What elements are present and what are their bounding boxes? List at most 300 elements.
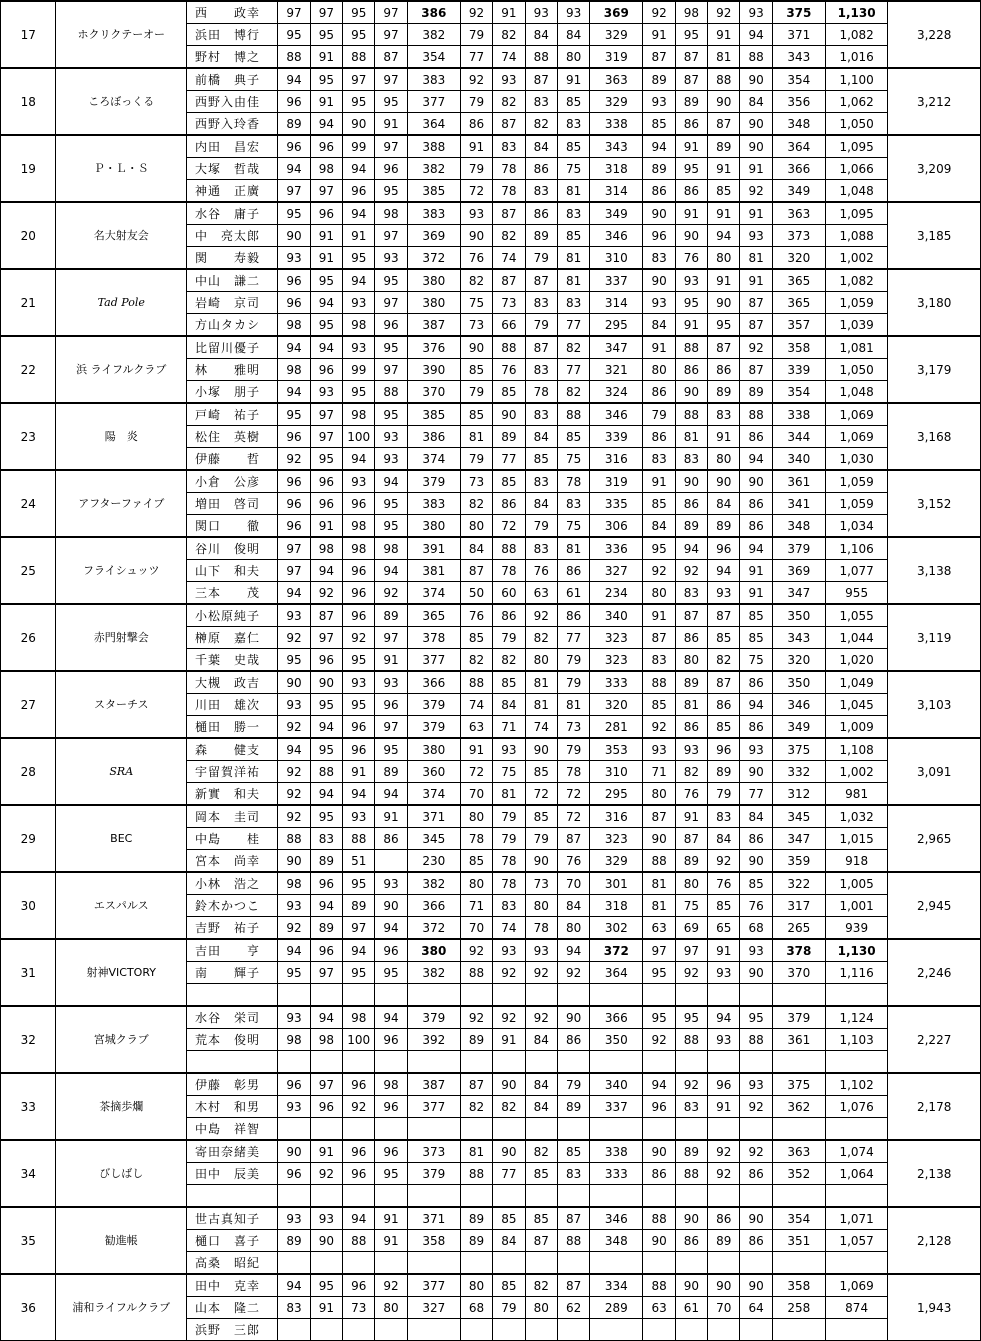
- series-score: 93: [525, 1, 557, 24]
- series-score: 95: [278, 649, 310, 672]
- stage-subtotal: 341: [772, 493, 825, 515]
- individual-total: 1,069: [825, 1274, 887, 1297]
- series-score: 84: [557, 895, 589, 917]
- series-score: 92: [740, 180, 772, 203]
- series-score: 95: [343, 872, 375, 895]
- series-score: 93: [708, 1029, 740, 1051]
- series-score: 94: [310, 716, 342, 739]
- stage-subtotal: 322: [772, 872, 825, 895]
- series-score: 98: [310, 1029, 342, 1051]
- series-score: 93: [493, 738, 525, 761]
- series-score: 80: [643, 359, 675, 381]
- series-score: 92: [278, 917, 310, 940]
- team-rank: 34: [1, 1140, 56, 1207]
- series-score: 93: [675, 269, 707, 292]
- stage-subtotal: 351: [772, 1230, 825, 1252]
- series-score: 83: [557, 493, 589, 515]
- series-score: 92: [460, 1, 492, 24]
- shooter-name: 方山タカシ: [187, 314, 278, 337]
- individual-total: 955: [825, 582, 887, 605]
- shooter-name: 小塚 朋子: [187, 381, 278, 404]
- series-score: 97: [310, 1073, 342, 1096]
- shooter-name: 岩崎 京司: [187, 292, 278, 314]
- team-name: 浦和ライフルクラブ: [56, 1274, 187, 1341]
- shooter-name: 荒本 俊明: [187, 1029, 278, 1051]
- series-score: 90: [525, 738, 557, 761]
- series-score: [557, 1319, 589, 1341]
- team-name: 茶摘歩爛: [56, 1073, 187, 1140]
- series-score: 83: [557, 1163, 589, 1185]
- series-score: 83: [310, 828, 342, 850]
- team-rank: 30: [1, 872, 56, 939]
- series-score: 96: [375, 314, 407, 337]
- series-score: [643, 984, 675, 1007]
- team-total: 3,152: [888, 470, 981, 537]
- series-score: 86: [708, 359, 740, 381]
- series-score: 89: [708, 761, 740, 783]
- individual-total: [825, 1319, 887, 1341]
- series-score: 94: [343, 158, 375, 180]
- series-score: 94: [278, 336, 310, 359]
- series-score: 93: [375, 247, 407, 270]
- stage-subtotal: 366: [590, 1006, 643, 1029]
- series-score: 76: [493, 359, 525, 381]
- stage-subtotal: 358: [407, 1230, 460, 1252]
- series-score: 93: [375, 872, 407, 895]
- series-score: 94: [557, 939, 589, 962]
- shooter-name: 樋口 喜子: [187, 1230, 278, 1252]
- series-score: 94: [708, 1006, 740, 1029]
- series-score: 98: [675, 1, 707, 24]
- stage-subtotal: 363: [590, 68, 643, 91]
- series-score: 82: [525, 113, 557, 136]
- series-score: 98: [310, 537, 342, 560]
- series-score: 97: [643, 939, 675, 962]
- series-score: 94: [310, 895, 342, 917]
- series-score: 93: [278, 604, 310, 627]
- stage-subtotal: 374: [407, 582, 460, 605]
- table-row: [1, 738, 981, 761]
- series-score: 79: [493, 828, 525, 850]
- stage-subtotal: 363: [772, 202, 825, 225]
- series-score: 94: [310, 783, 342, 806]
- team-total: 3,119: [888, 604, 981, 671]
- individual-total: 1,130: [825, 939, 887, 962]
- series-score: [643, 1118, 675, 1141]
- series-score: 96: [343, 493, 375, 515]
- series-score: 93: [375, 671, 407, 694]
- series-score: 68: [740, 917, 772, 940]
- stage-subtotal: [407, 1118, 460, 1141]
- series-score: 95: [343, 962, 375, 984]
- stage-subtotal: 320: [590, 694, 643, 716]
- series-score: 78: [557, 470, 589, 493]
- shooter-name: 川田 雄次: [187, 694, 278, 716]
- series-score: 83: [525, 537, 557, 560]
- series-score: 92: [460, 939, 492, 962]
- stage-subtotal: 371: [772, 24, 825, 46]
- series-score: 77: [557, 627, 589, 649]
- series-score: 91: [310, 225, 342, 247]
- series-score: 90: [740, 68, 772, 91]
- series-score: 87: [708, 113, 740, 136]
- team-name: Ｐ・Ｌ・Ｓ: [56, 135, 187, 202]
- series-score: 90: [675, 381, 707, 404]
- series-score: 83: [525, 359, 557, 381]
- table-row: [1, 1, 981, 24]
- shooter-name: 西 政幸: [187, 1, 278, 24]
- series-score: 96: [310, 939, 342, 962]
- series-score: 85: [493, 470, 525, 493]
- stage-subtotal: 392: [407, 1029, 460, 1051]
- series-score: 95: [643, 962, 675, 984]
- series-score: 63: [525, 582, 557, 605]
- individual-total: 1,069: [825, 403, 887, 426]
- table-row: [1, 537, 981, 560]
- series-score: 91: [708, 1096, 740, 1118]
- stage-subtotal: 335: [590, 493, 643, 515]
- individual-total: [825, 1252, 887, 1275]
- stage-subtotal: 365: [407, 604, 460, 627]
- table-row: [1, 470, 981, 493]
- individual-total: 1,020: [825, 649, 887, 672]
- series-score: 97: [310, 1, 342, 24]
- individual-total: 1,048: [825, 180, 887, 203]
- series-score: 86: [675, 493, 707, 515]
- team-name: Tad Pole: [56, 269, 187, 336]
- series-score: 50: [460, 582, 492, 605]
- stage-subtotal: 337: [590, 269, 643, 292]
- stage-subtotal: 390: [407, 359, 460, 381]
- series-score: 95: [343, 649, 375, 672]
- series-score: 96: [643, 225, 675, 247]
- table-row: [1, 202, 981, 225]
- series-score: 86: [740, 1230, 772, 1252]
- stage-subtotal: 310: [590, 247, 643, 270]
- series-score: 73: [557, 716, 589, 739]
- series-score: 88: [675, 403, 707, 426]
- series-score: 91: [740, 202, 772, 225]
- team-total: 3,228: [888, 1, 981, 68]
- series-score: 88: [708, 68, 740, 91]
- stage-subtotal: 385: [407, 403, 460, 426]
- series-score: 88: [375, 381, 407, 404]
- shooter-name: 岡本 圭司: [187, 805, 278, 828]
- stage-subtotal: 258: [772, 1297, 825, 1319]
- series-score: 87: [525, 336, 557, 359]
- series-score: 87: [708, 336, 740, 359]
- series-score: 91: [310, 46, 342, 69]
- series-score: 88: [460, 962, 492, 984]
- series-score: 94: [310, 560, 342, 582]
- table-row: [1, 939, 981, 962]
- shooter-name: 中島 祥智: [187, 1118, 278, 1141]
- series-score: 92: [740, 1096, 772, 1118]
- stage-subtotal: 339: [590, 426, 643, 448]
- series-score: [375, 1118, 407, 1141]
- stage-subtotal: [407, 1051, 460, 1074]
- series-score: 88: [493, 537, 525, 560]
- shooter-name: [187, 1185, 278, 1208]
- series-score: 86: [460, 113, 492, 136]
- series-score: 93: [310, 1207, 342, 1230]
- series-score: 98: [310, 158, 342, 180]
- stage-subtotal: 347: [772, 828, 825, 850]
- series-score: 85: [493, 671, 525, 694]
- team-total: 2,178: [888, 1073, 981, 1140]
- series-score: 83: [493, 135, 525, 158]
- series-score: 86: [740, 426, 772, 448]
- stage-subtotal: 374: [407, 448, 460, 471]
- series-score: 95: [343, 24, 375, 46]
- series-score: 91: [675, 805, 707, 828]
- series-score: 84: [525, 24, 557, 46]
- series-score: 85: [740, 627, 772, 649]
- series-score: 81: [525, 694, 557, 716]
- series-score: 85: [708, 895, 740, 917]
- series-score: 90: [675, 1274, 707, 1297]
- series-score: 82: [493, 91, 525, 113]
- series-score: 94: [375, 560, 407, 582]
- series-score: 72: [493, 515, 525, 538]
- series-score: 63: [643, 917, 675, 940]
- series-score: 95: [375, 738, 407, 761]
- stage-subtotal: 349: [590, 202, 643, 225]
- shooter-name: 森 健支: [187, 738, 278, 761]
- series-score: 84: [493, 694, 525, 716]
- series-score: 80: [460, 872, 492, 895]
- stage-subtotal: 301: [590, 872, 643, 895]
- series-score: 75: [493, 761, 525, 783]
- series-score: 95: [675, 1006, 707, 1029]
- shooter-name: 水谷 庸子: [187, 202, 278, 225]
- series-score: 79: [525, 314, 557, 337]
- series-score: 80: [525, 895, 557, 917]
- individual-total: 1,001: [825, 895, 887, 917]
- series-score: 88: [643, 1274, 675, 1297]
- series-score: 95: [375, 269, 407, 292]
- series-score: 95: [375, 1163, 407, 1185]
- series-score: 92: [278, 627, 310, 649]
- series-score: 79: [557, 738, 589, 761]
- stage-subtotal: 373: [407, 1140, 460, 1163]
- series-score: 93: [675, 738, 707, 761]
- series-score: 79: [557, 649, 589, 672]
- series-score: [557, 1252, 589, 1275]
- stage-subtotal: 349: [772, 716, 825, 739]
- series-score: 90: [310, 1230, 342, 1252]
- series-score: [708, 1252, 740, 1275]
- series-score: 87: [557, 1274, 589, 1297]
- series-score: [525, 1252, 557, 1275]
- shooter-name: 神通 正廣: [187, 180, 278, 203]
- series-score: 92: [708, 1, 740, 24]
- team-rank: 18: [1, 68, 56, 135]
- series-score: [278, 1051, 310, 1074]
- series-score: 83: [525, 180, 557, 203]
- series-score: 93: [643, 91, 675, 113]
- series-score: 90: [643, 1140, 675, 1163]
- stage-subtotal: 359: [772, 850, 825, 873]
- series-score: 86: [493, 604, 525, 627]
- stage-subtotal: 380: [407, 292, 460, 314]
- team-rank: 17: [1, 1, 56, 68]
- team-rank: 31: [1, 939, 56, 1006]
- series-score: 84: [493, 1230, 525, 1252]
- series-score: 89: [675, 671, 707, 694]
- team-rank: 27: [1, 671, 56, 738]
- series-score: 86: [675, 716, 707, 739]
- series-score: 98: [375, 1073, 407, 1096]
- series-score: 88: [643, 850, 675, 873]
- shooter-name: 高桑 昭紀: [187, 1252, 278, 1275]
- team-total: 3,103: [888, 671, 981, 738]
- stage-subtotal: 321: [590, 359, 643, 381]
- team-name: 浜 ライフルクラブ: [56, 336, 187, 403]
- series-score: 89: [375, 761, 407, 783]
- series-score: 51: [343, 850, 375, 873]
- series-score: 84: [525, 1096, 557, 1118]
- shooter-name: 戸崎 祐子: [187, 403, 278, 426]
- series-score: 94: [675, 537, 707, 560]
- stage-subtotal: 295: [590, 314, 643, 337]
- series-score: 94: [343, 783, 375, 806]
- series-score: 78: [493, 560, 525, 582]
- stage-subtotal: 380: [407, 939, 460, 962]
- series-score: 100: [343, 426, 375, 448]
- team-total: 2,945: [888, 872, 981, 939]
- series-score: 94: [740, 694, 772, 716]
- series-score: 83: [525, 470, 557, 493]
- series-score: 97: [278, 180, 310, 203]
- series-score: 95: [375, 91, 407, 113]
- shooter-name: 前橋 典子: [187, 68, 278, 91]
- shooter-name: 大槻 政吉: [187, 671, 278, 694]
- series-score: 96: [278, 470, 310, 493]
- series-score: [460, 1185, 492, 1208]
- team-name: エスパルス: [56, 872, 187, 939]
- series-score: 86: [557, 1029, 589, 1051]
- shooter-name: 田中 克幸: [187, 1274, 278, 1297]
- series-score: 96: [343, 1140, 375, 1163]
- stage-subtotal: 320: [772, 649, 825, 672]
- series-score: 85: [740, 872, 772, 895]
- series-score: 94: [278, 381, 310, 404]
- series-score: [740, 1185, 772, 1208]
- stage-subtotal: [590, 1051, 643, 1074]
- series-score: 79: [557, 671, 589, 694]
- stage-subtotal: 364: [407, 113, 460, 136]
- team-total: 3,212: [888, 68, 981, 135]
- shooter-name: 大塚 哲哉: [187, 158, 278, 180]
- series-score: 72: [557, 805, 589, 828]
- series-score: 83: [708, 403, 740, 426]
- stage-subtotal: 332: [772, 761, 825, 783]
- series-score: 73: [525, 872, 557, 895]
- series-score: 85: [460, 627, 492, 649]
- series-score: 91: [708, 158, 740, 180]
- shooter-name: 樋田 勝一: [187, 716, 278, 739]
- shooter-name: 小倉 公彦: [187, 470, 278, 493]
- series-score: 88: [343, 1230, 375, 1252]
- series-score: 96: [343, 716, 375, 739]
- series-score: 72: [460, 180, 492, 203]
- series-score: 86: [740, 828, 772, 850]
- series-score: [278, 1319, 310, 1341]
- stage-subtotal: 329: [590, 850, 643, 873]
- stage-subtotal: 343: [772, 46, 825, 69]
- series-score: 98: [343, 515, 375, 538]
- stage-subtotal: 319: [590, 470, 643, 493]
- individual-total: 1,039: [825, 314, 887, 337]
- series-score: 72: [557, 783, 589, 806]
- series-score: 75: [740, 649, 772, 672]
- series-score: 94: [643, 1073, 675, 1096]
- series-score: 74: [493, 917, 525, 940]
- series-score: 96: [310, 359, 342, 381]
- stage-subtotal: 353: [590, 738, 643, 761]
- individual-total: 1,088: [825, 225, 887, 247]
- series-score: 79: [525, 515, 557, 538]
- series-score: 89: [643, 158, 675, 180]
- series-score: 94: [375, 917, 407, 940]
- shooter-name: 吉田 亨: [187, 939, 278, 962]
- shooter-name: 宮本 尚幸: [187, 850, 278, 873]
- series-score: 77: [557, 314, 589, 337]
- series-score: 96: [310, 135, 342, 158]
- series-score: 90: [740, 113, 772, 136]
- series-score: 97: [375, 1, 407, 24]
- series-score: 61: [675, 1297, 707, 1319]
- series-score: 82: [460, 1096, 492, 1118]
- shooter-name: 千葉 史哉: [187, 649, 278, 672]
- series-score: 95: [278, 24, 310, 46]
- team-name: スターチス: [56, 671, 187, 738]
- series-score: 82: [525, 1274, 557, 1297]
- series-score: 80: [643, 582, 675, 605]
- series-score: 86: [493, 493, 525, 515]
- series-score: 98: [343, 314, 375, 337]
- stage-subtotal: 379: [407, 694, 460, 716]
- series-score: 93: [278, 1096, 310, 1118]
- series-score: 95: [310, 738, 342, 761]
- series-score: 90: [493, 403, 525, 426]
- series-score: 88: [278, 46, 310, 69]
- stage-subtotal: [407, 1319, 460, 1341]
- series-score: 91: [675, 314, 707, 337]
- stage-subtotal: [590, 1185, 643, 1208]
- series-score: 95: [310, 448, 342, 471]
- stage-subtotal: 333: [590, 671, 643, 694]
- series-score: 88: [740, 403, 772, 426]
- series-score: 90: [343, 113, 375, 136]
- series-score: 71: [493, 716, 525, 739]
- series-score: [740, 1319, 772, 1341]
- series-score: [675, 1185, 707, 1208]
- shooter-name: 山下 和夫: [187, 560, 278, 582]
- series-score: 75: [460, 292, 492, 314]
- series-score: 90: [643, 828, 675, 850]
- series-score: 73: [343, 1297, 375, 1319]
- stage-subtotal: 354: [772, 381, 825, 404]
- shooter-name: 浜田 博行: [187, 24, 278, 46]
- series-score: 91: [493, 1, 525, 24]
- series-score: 91: [708, 24, 740, 46]
- series-score: 91: [375, 113, 407, 136]
- series-score: 83: [525, 91, 557, 113]
- individual-total: 1,044: [825, 627, 887, 649]
- series-score: 79: [643, 403, 675, 426]
